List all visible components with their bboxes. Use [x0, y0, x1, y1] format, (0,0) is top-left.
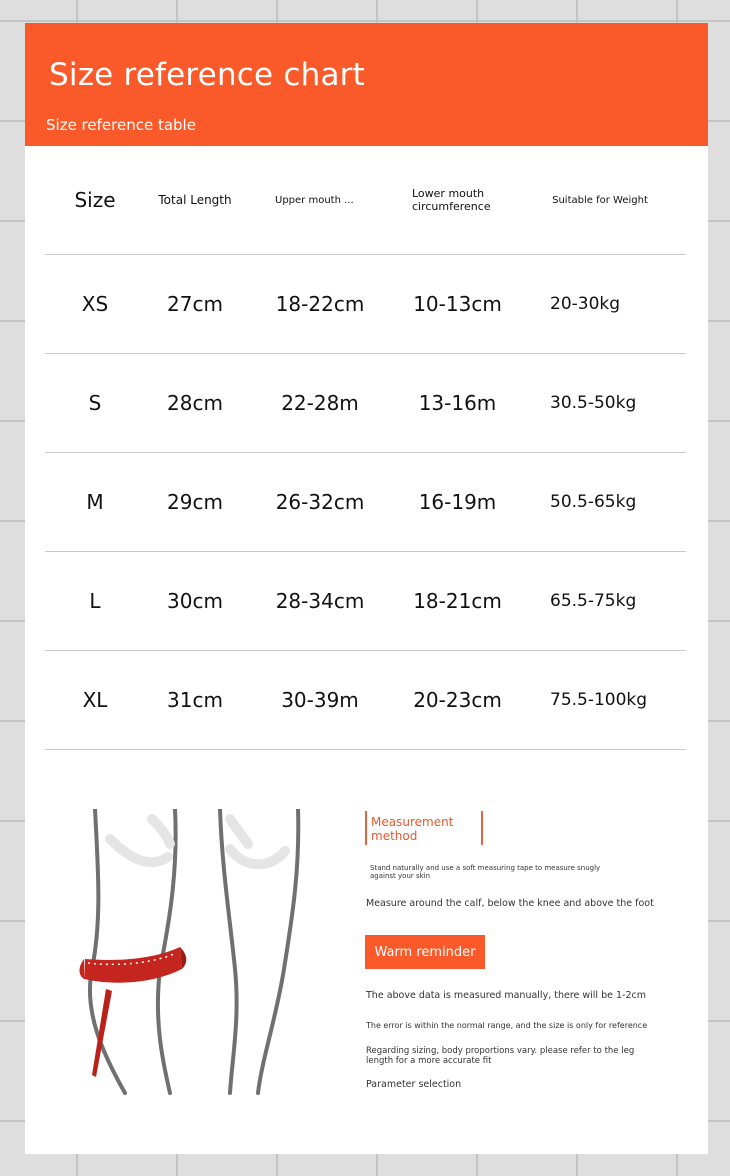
- size-chart-card: [25, 23, 708, 1154]
- header-total-length: Total Length: [158, 193, 232, 207]
- measurement-heading: Measurement method: [371, 815, 454, 843]
- lower-mouth-cell: 18-21cm: [413, 589, 502, 613]
- table-row: [45, 552, 686, 651]
- lower-mouth-cell: 16-19m: [418, 490, 497, 514]
- header-upper-mouth: Upper mouth ...: [275, 194, 354, 206]
- size-cell: M: [86, 490, 104, 514]
- upper-mouth-cell: 18-22cm: [275, 292, 365, 316]
- header-size: Size: [74, 188, 116, 212]
- measuring-strap: [80, 947, 187, 1077]
- weight-cell: 75.5-100kg: [550, 690, 648, 710]
- size-cell: XL: [82, 688, 108, 712]
- lower-mouth-cell: 13-16m: [418, 391, 497, 415]
- upper-mouth-cell: 26-32cm: [275, 490, 365, 514]
- reminder-note: Regarding sizing, body proportions vary. please refer to the leg length for a more accurate fit: [366, 1046, 635, 1066]
- header-lower-mouth: Lower mouth circumference: [412, 187, 491, 213]
- lower-mouth-cell: 20-23cm: [413, 688, 502, 712]
- measurement-location: Measure around the calf, below the knee and above the foot: [366, 898, 654, 909]
- page-subtitle: Size reference table: [46, 116, 196, 134]
- page-title: Size reference chart: [49, 57, 365, 93]
- weight-cell: 65.5-75kg: [550, 591, 637, 611]
- weight-cell: 50.5-65kg: [550, 492, 637, 512]
- warm-reminder-label: Warm reminder: [365, 935, 485, 969]
- upper-mouth-cell: 22-28m: [281, 391, 359, 415]
- upper-mouth-cell: 28-34cm: [275, 589, 365, 613]
- weight-cell: 30.5-50kg: [550, 393, 637, 413]
- table-header-row: [45, 146, 686, 255]
- table-row: [45, 453, 686, 552]
- reminder-note: Parameter selection: [366, 1079, 462, 1090]
- header-weight: Suitable for Weight: [552, 194, 648, 206]
- size-table: [45, 146, 686, 750]
- table-row: [45, 255, 686, 354]
- lower-mouth-cell: 10-13cm: [413, 292, 502, 316]
- size-cell: S: [88, 391, 102, 415]
- legs-illustration: [70, 809, 310, 1099]
- reminder-note: The error is within the normal range, and the size is only for reference: [366, 1021, 648, 1030]
- measurement-instruction: Stand naturally and use a soft measuring tape to measure snugly against your skin: [370, 864, 601, 880]
- total-length-cell: 28cm: [167, 391, 223, 415]
- reminder-note: The above data is measured manually, there will be 1-2cm: [366, 990, 646, 1001]
- total-length-cell: 31cm: [167, 688, 223, 712]
- size-cell: L: [89, 589, 101, 613]
- table-row: [45, 651, 686, 750]
- table-row: [45, 354, 686, 453]
- size-cell: XS: [81, 292, 109, 316]
- total-length-cell: 29cm: [167, 490, 223, 514]
- total-length-cell: 27cm: [167, 292, 223, 316]
- upper-mouth-cell: 30-39m: [281, 688, 359, 712]
- weight-cell: 20-30kg: [550, 294, 621, 314]
- header-banner: [25, 23, 708, 146]
- total-length-cell: 30cm: [167, 589, 223, 613]
